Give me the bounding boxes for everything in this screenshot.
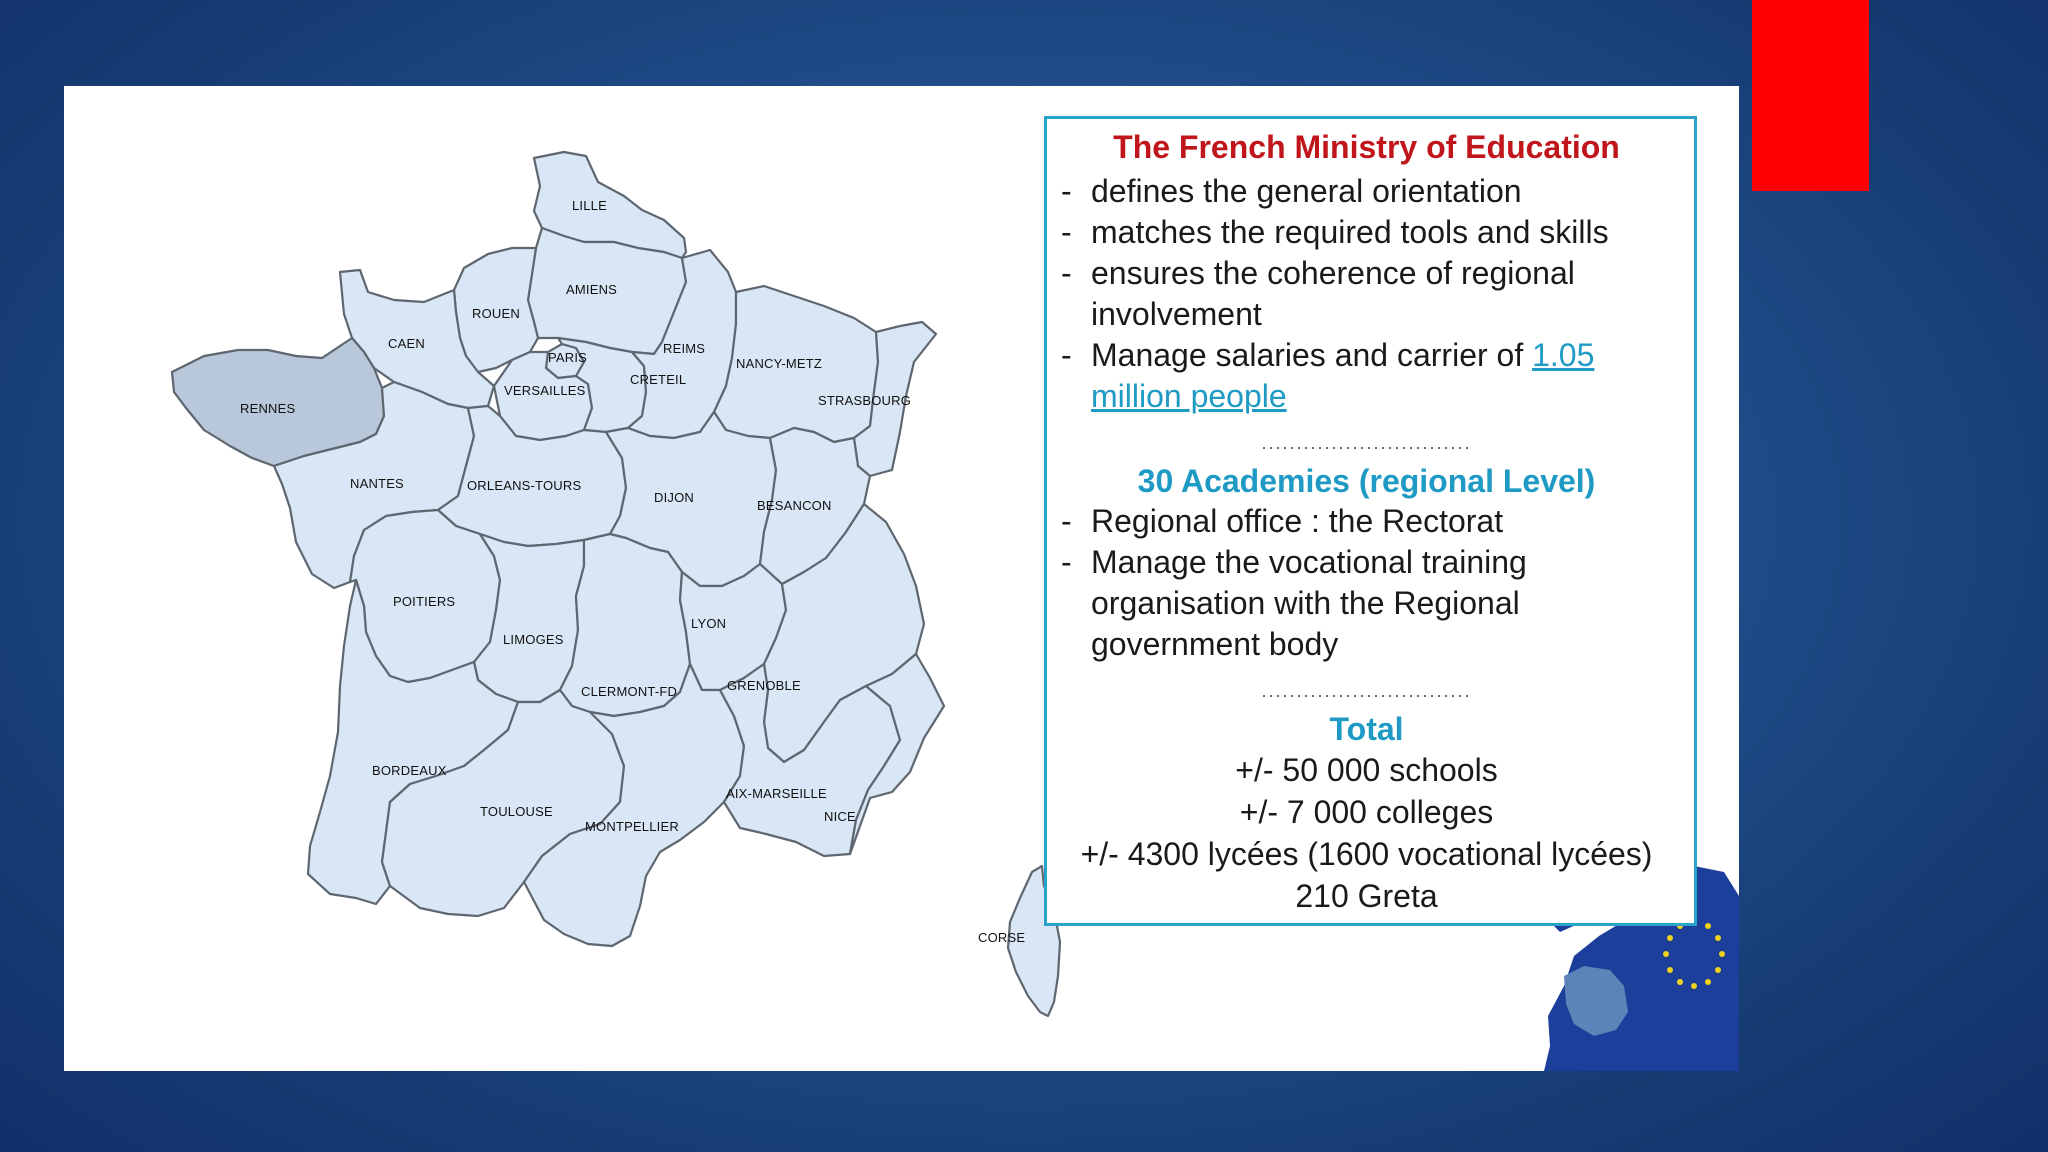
label-dijon: DIJON	[654, 490, 694, 505]
red-corner-block	[1752, 0, 1869, 191]
label-nancy-metz: NANCY-METZ	[736, 356, 823, 371]
info-box	[1044, 116, 1697, 926]
academies-bullet: - Regional office : the Rectorat	[1061, 501, 1672, 542]
slide-canvas	[64, 86, 1739, 1071]
total-title: Total	[1329, 711, 1404, 747]
label-reims: REIMS	[663, 341, 706, 356]
ministry-title: The French Ministry of Education	[1113, 129, 1620, 165]
total-line: +/- 7 000 colleges	[1239, 794, 1494, 830]
million-people-link[interactable]: 1.05 million people	[1091, 337, 1595, 414]
ministry-bullet: - matches the required tools and skills	[1061, 212, 1672, 253]
ministry-bullet: - ensures the coherence of regional involvement	[1061, 253, 1672, 335]
label-limoges: LIMOGES	[503, 632, 564, 647]
label-creteil: CRETEIL	[630, 372, 687, 387]
label-rennes: RENNES	[240, 401, 296, 416]
salary-text: Manage salaries and carrier of	[1091, 337, 1533, 373]
academies-bullet: - Manage the vocational training organisation with the Regional government body	[1061, 542, 1672, 665]
ministry-bullet-salaries	[1061, 335, 1672, 417]
label-lille: LILLE	[572, 198, 607, 213]
label-orleans-tours: ORLEANS-TOURS	[467, 478, 582, 493]
label-amiens: AMIENS	[566, 282, 618, 297]
label-bordeaux: BORDEAUX	[372, 763, 447, 778]
label-paris: PARIS	[548, 350, 588, 365]
ministry-list	[1061, 171, 1672, 417]
label-besancon: BESANCON	[757, 498, 832, 513]
total-line: 210 Greta	[1295, 878, 1438, 914]
total-line: +/- 4300 lycées (1600 vocational lycées)	[1080, 836, 1653, 872]
label-lyon: LYON	[691, 616, 727, 631]
label-nice: NICE	[824, 809, 856, 824]
label-caen: CAEN	[388, 336, 425, 351]
academies-title: 30 Academies (regional Level)	[1137, 463, 1596, 499]
label-rouen: ROUEN	[472, 306, 520, 321]
ministry-bullet: - defines the general orientation	[1061, 171, 1672, 212]
label-corse: CORSE	[978, 930, 1026, 945]
label-strasbourg: STRASBOURG	[818, 393, 912, 408]
label-aix-marseille: AIX-MARSEILLE	[726, 786, 827, 801]
label-montpellier: MONTPELLIER	[585, 819, 679, 834]
academies-list	[1061, 501, 1672, 665]
total-line: +/- 50 000 schools	[1235, 752, 1498, 788]
label-grenoble: GRENOBLE	[727, 678, 801, 693]
label-versailles: VERSAILLES	[504, 383, 586, 398]
separator: ..............................	[1261, 433, 1472, 453]
label-nantes: NANTES	[350, 476, 404, 491]
separator: ..............................	[1261, 681, 1472, 701]
label-poitiers: POITIERS	[393, 594, 456, 609]
label-toulouse: TOULOUSE	[480, 804, 553, 819]
label-clermont-fd: CLERMONT-FD	[581, 684, 678, 699]
